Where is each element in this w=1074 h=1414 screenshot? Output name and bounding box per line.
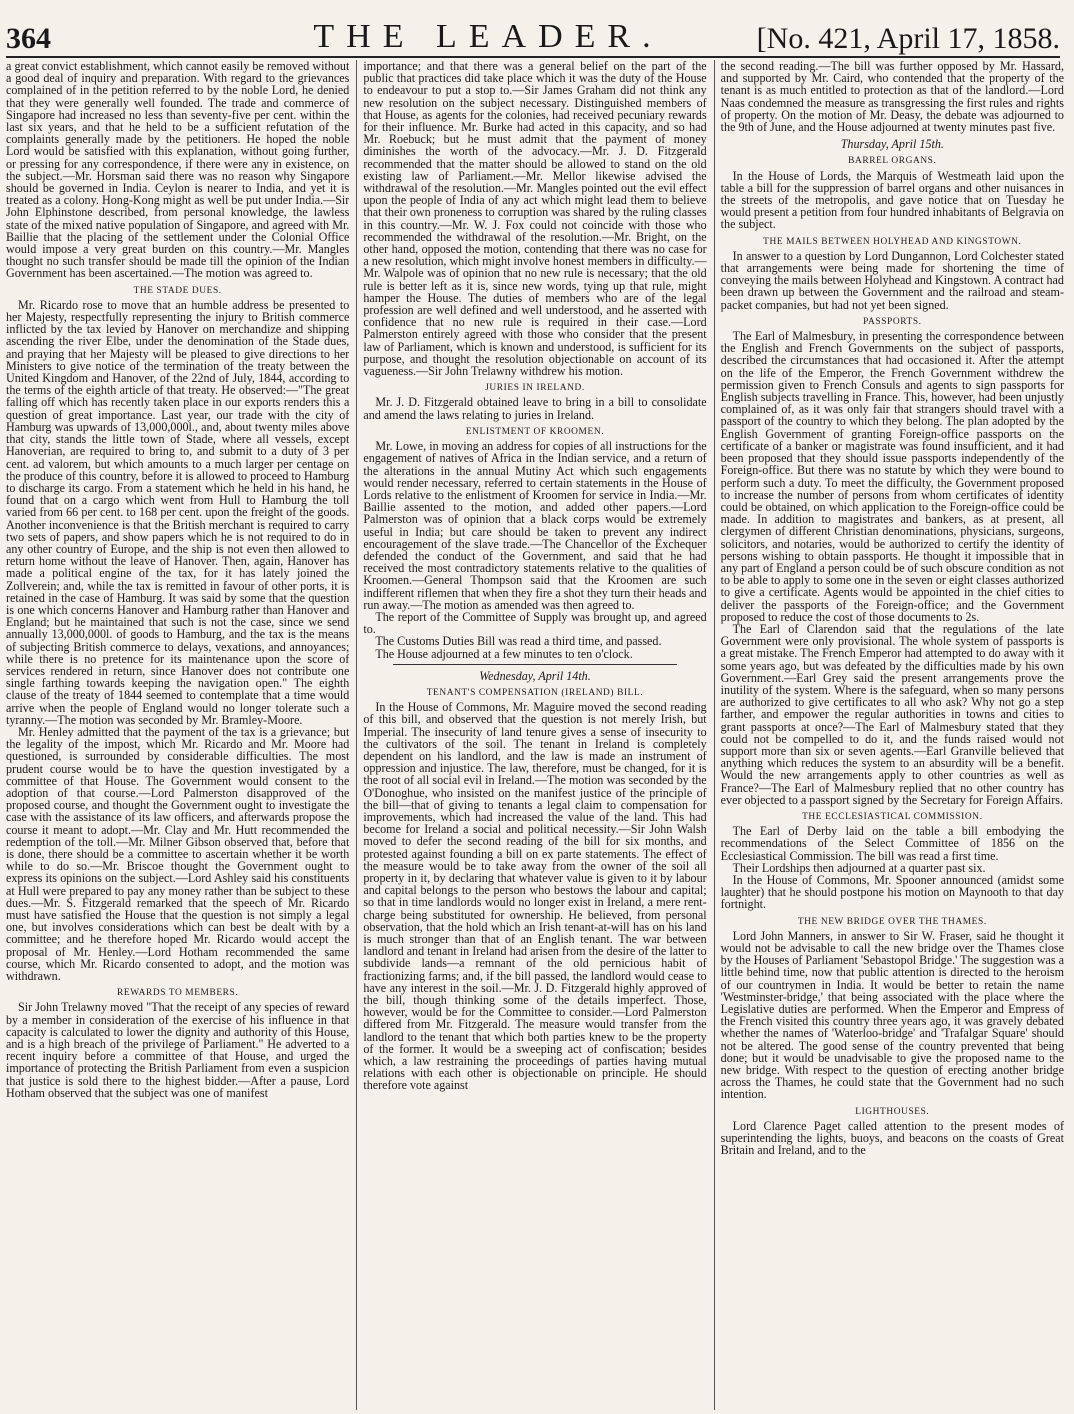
paragraph: Mr. Lowe, in moving an address for copies of all instructions for the engagement of natives of Africa in the Indian service, and a return of the alterations in the annual Mutiny Act which such engagements would render necessary, referred to certain statements in the House of Lords relative to the enlistment of Kroomen for service in India.—Mr. Baillie assented to the motion, and added other papers.—Lord Palmerston was of opinion that a black corps would be extremely useful in India; but care should be taken to prevent any indirect encouragement of the slave trade.—The Chancellor of the Exchequer defended the conduct of the Government, and said that he had received the most contradictory statements relative to the qualities of Kroomen.—General Thompson said that the Kroomen are such indifferent riflemen that when they fire a shot they turn their heads and run away.—The motion as amended was then agreed to. [363, 439, 707, 612]
paragraph: Mr. Ricardo rose to move that an humble address be presented to her Majesty, respectfully representing the injury to British commerce inflicted by the tax levied by Hanover on merchandize and shipping ascending the river Elbe, under the denomination of the Stade dues, and praying that her Majesty will be pleased to give directions to her Ministers to give notice of the termination of the treaty between the United Kingdom and Hanover, of the 22nd of July, 1844, according to the terms of the eighth article of that treaty. He observed:—"The great falling off which has recently taken place in our exports renders this a question of great importance. Last year, our trade with the city of Hamburg was upwards of 13,000,000l., and, about twenty miles above that city, stands the little town of Stade, where all vessels, except Hanoverian, are required to bring to, and submit to a duty of 3 per cent. ad valorem, but which amounts to a much larger per centage on the produce of this country, before it is allowed to proceed to Hamburg to discharge its cargo. From a statement which he held in his hand, he found that on a cargo which went from Hull to Hamburg the toll varied from 66 per cent. to 168 per cent. upon the freight of the goods. Another inconvenience is that the British merchant is required to carry two sets of papers, and show papers which he is not required to do in any other country of Europe, and the ship is not even then allowed to return home without the leave of Hanover. Then, again, Hanover has made a political engine of the tax, for it has lately joined the Zollverein; and, while the tax is remitted in favour of other ports, it is retained in the case of Hamburg. It was said by some that the question is one which concerns Hanover and Hamburg rather than Hanover and England; but he maintained that such is not the case, since we send annually 13,000,000l. of goods to Hamburg, and the tax is the means of subjecting British commerce to delays, vexations, and annoyances; while there is no pretence for its maintenance upon the score of services rendered in return, since Hanover does not contribute one single farthing towards keeping the navigation open." The eighth clause of the treaty of 1844 seemed to contemplate that a time would arrive when the people of England would no longer tolerate such a tyranny.—The motion was seconded by Mr. Bramley-Moore. [6, 297, 350, 727]
paragraph: The House adjourned at a few minutes to ten o'clock. [375, 646, 633, 661]
section-heading: THE NEW BRIDGE OVER THE THAMES. [797, 916, 987, 927]
masthead [6, 8, 1060, 58]
section-heading: ENLISTMENT OF KROOMEN. [465, 426, 605, 437]
section-heading: THE ECCLESIASTICAL COMMISSION. [802, 811, 983, 822]
paragraph: In the House of Lords, the Marquis of Westmeath laid upon the table a bill for the suppression of barrel organs and other nuisances in the streets of the metropolis, and gave notice that on Tuesday he would present a petition from four hundred inhabitants of Belgravia on the subject. [720, 168, 1064, 232]
date-heading: Thursday, April 15th. [840, 137, 944, 152]
paragraph: Sir John Trelawny moved "That the receipt of any species of reward by a member in consideration of the exercise of his influence in that capacity is calculated to lower the dignity and authority of this House, and is a high breach of the privilege of Parliament." He adverted to a recent inquiry before a committee of that House, and urged the importance of protecting the British Parliament from even a suspicion that justice is sold there to the highest bidder.—After a pause, Lord Hotham observed that the subject was one of manifest [6, 1000, 350, 1100]
section-heading: THE MAILS BETWEEN HOLYHEAD AND KINGSTOWN. [763, 236, 1022, 247]
paragraph: The Earl of Derby laid on the table a bill embodying the recommendations of the Select Committee of 1856 on the Ecclesiastical Commission. The bill was read a first time. [720, 824, 1064, 863]
paragraph: Their Lordships then adjourned at a quarter past six. [732, 860, 986, 875]
paragraph: The report of the Committee of Supply was brought up, and agreed to. [363, 609, 707, 637]
article-columns [6, 60, 1064, 1410]
column-3 [714, 60, 1064, 1410]
paragraph: Lord Clarence Paget called attention to the present modes of superintending the lights, buoys, and beacons on the coasts of Great Britain and Ireland, and to the [720, 1118, 1064, 1158]
paragraph: Mr. J. D. Fitzgerald obtained leave to bring in a bill to consolidate and amend the laws relating to juries in Ireland. [363, 395, 707, 422]
column-2 [356, 60, 706, 1410]
section-heading: TENANT'S COMPENSATION (IRELAND) BILL. [426, 687, 644, 698]
paragraph: The Earl of Clarendon said that the regulations of the late Government were only provisional. The whole system of passports is a great mistake. The French Emperor had attempted to do away with it some years ago, but was defeated by the difficulties made by his own Government.—Earl Grey said the present arrangements prove the inutility of the system. Where is the safeguard, when so many persons are authorized to give certificates to all who ask? Why not go a step farther, and empower the regular authorities in towns and cities to grant passports at once?—The Earl of Malmesbury stated that they could not be compelled to do it, and the funds raised would not support more than six or seven agents.—Earl Granville believed that anything which reduces the system to an absurdity will be a benefit. Would the new arrangements apply to other countries as well as France?—The Earl of Malmesbury replied that no other country has ever objected to a passport signed by the Secretary for Foreign Affairs. [720, 621, 1064, 807]
paragraph: In the House of Commons, Mr. Spooner announced (amidst some laughter) that he should postpone his motion on Maynooth to that day fortnight. [720, 873, 1064, 912]
issue-dateline: [No. 421, April 17, 1858. [756, 22, 1060, 55]
page-number: 364 [6, 22, 51, 55]
paragraph: The Customs Duties Bill was read a third time, and passed. [375, 634, 662, 649]
section-heading: PASSPORTS. [863, 316, 922, 327]
section-heading: LIGHTHOUSES. [855, 1106, 930, 1117]
paragraph: importance; and that there was a general belief on the part of the public that practices did take place which it was the duty of the House to endeavour to put a stop to.—Sir James Graham did not think any new resolution on the subject necessary. Distinguished members of that House, as agents for the colonies, had received pecuniary rewards for their influence. Mr. Burke had acted in this capacity, and so had Mr. Roebuck; but he must admit that the payment of money diminishes the worth of the advocacy.—Mr. J. D. Fitzgerald recommended that the matter should be allowed to stand on the old existing law of Parliament.—Mr. Mellor likewise advised the withdrawal of the resolution.—Mr. Mangles pointed out the evil effect upon the people of India of any act which might lead them to believe that their own proneness to corruption was shared by the ruling classes in this country.—Mr. W. J. Fox could not coincide with those who recommended the withdrawal of the resolution.—Mr. Bright, on the other hand, opposed the motion, contending that there was no case for a new resolution, which might involve honest members in difficulty.—Mr. Walpole was of opinion that no new rule is necessary; that the old rule is better left as it is, since new words, tying up that rule, might hamper the House. The duties of members who are of the legal profession are well defined and well understood, and he asserted with confidence that no new rule is required in their case.—Lord Palmerston entirely agreed with those who consider that the present law of Parliament, which is known and understood, is sufficient for its purpose, and thought the resolution objectionable on account of its vagueness.—Sir John Trelawny withdrew his motion. [363, 60, 707, 379]
paragraph: In the House of Commons, Mr. Maguire moved the second reading of this bill, and observed that the question is not merely Irish, but Imperial. The insecurity of land tenure gives a sense of insecurity to the cultivators of the soil. The tenant in Ireland is completely dependent on his landlord, and the law is made an instrument of oppression and injustice. The law, therefore, must be changed, for it is the root of all social evil in Ireland.—The motion was seconded by the O'Donoghue, who insisted on the manifest justice of the principle of the bill—that of giving to tenants a legal claim to compensation for improvements, which had increased the value of the land. This had become for Ireland a social and political necessity.—Sir John Walsh moved to defer the second reading of the bill for six months, and protested against founding a bill on ex parte statements. The effect of the measure would be to take away from the owner of the soil all property in it, by declaring that whatever value is given to it by labour and capital belongs to the person who bestows the labour and capital; so that in time landlords would no longer exist in Ireland, a mere rent-charge being substituted for ownership. He believed, from personal observation, that the hold which an Irish tenant-at-will has on his land is much stronger than that of an English tenant. The war between landlord and tenant in Ireland had arisen from the desire of the latter to subdivide lands—a remnant of the old pernicious habit of fractionizing farms; and, if the bill passed, the landlord would cease to have any interest in the soil.—Mr. J. D. Fitzgerald highly approved of the bill, though thinking some of the details imperfect. Those, however, would be for the Committee to consider.—Lord Palmerston differed from Mr. Fitzgerald. The measure would transfer from the landlord to the tenant that which both parties knew to be the property of the former. It would be a sweeping act of confiscation; besides which, a law restraining the proceedings of parties having mutual relations with each other is objectionable on principle. He should therefore vote against [363, 700, 707, 1093]
paragraph: Lord John Manners, in answer to Sir W. Fraser, said he thought it would not be advisable to call the new bridge over the Thames close by the Houses of Parliament 'Sebastopol Bridge.' The suggestion was a little behind time, now that public attention is directed to the heroism of our countrymen in India. It would be better to retain the name 'Westminster-bridge,' that being associated with the place where the Legislative duties are performed. When the Emperor and Empress of the French visited this country three years ago, it was gravely debated whether the names of 'Waterloo-bridge' and 'Trafalgar Square' should not be altered. The good sense of the country prevented that being done; but it would be unadvisable to give the proposed name to the new bridge. With respect to the question of erecting another bridge across the Thames, he could state that the Government had no such intention. [720, 928, 1064, 1102]
paragraph: the second reading.—The bill was further opposed by Mr. Hassard, and supported by Mr. Caird, who contended that the property of the tenant is as much entitled to protection as that of the landlord.—Lord Naas condemned the measure as transgressing the first rules and rights of property. On the motion of Mr. Deasy, the debate was adjourned to the 9th of June, and the House adjourned at twenty minutes past five. [720, 60, 1064, 135]
paragraph: Mr. Henley admitted that the payment of the tax is a grievance; but the legality of the impost, which Mr. Ricardo and Mr. Moore had questioned, is surrounded by considerable difficulties. The most prudent course would be to have the question investigated by a committee of that House. The Government would consent to the adoption of that course.—Lord Palmerston disapproved of the proposed course, and thought the Government ought to investigate the case with the assistance of its law officers, and afterwards propose the course it meant to adopt.—Mr. Clay and Mr. Hutt recommended the redemption of the toll.—Mr. Milner Gibson observed that, before that is done, there should be a committee to ascertain whether it be worth while to do so.—Mr. Briscoe thought the Government ought to express its opinions on the subject.—Lord Ashley said his constituents at Hull were prepared to pay any money rather than be subject to these dues.—Mr. S. Fitzgerald remarked that the speech of Mr. Ricardo must have satisfied the House that the question is not simply a legal one, but involves considerations which can best be dealt with by a committee; and he therefore hoped Mr. Ricardo would accept the proposal of Mr. Henley.—Lord Hotham recommended the same course, which Mr. Ricardo consented to adopt, and the motion was withdrawn. [6, 724, 350, 984]
section-heading: JURIES IN IRELAND. [485, 383, 585, 394]
paragraph: The Earl of Malmesbury, in presenting the correspondence between the English and French Governments on the subject of passports, described the circumstances that had occasioned it. After the attempt on the life of the Emperor, the French Government withdrew the permission given to French Consuls and agents to sign passports for English subjects travelling in France. This, however, had been unjustly complained of, as it was only fair that strangers should travel with a passport of the country to which they belong. The plan adopted by the English Government of granting Foreign-office passports on the certificate of a banker or magistrate was found insufficient, and it had been proposed that they should issue passports independently of the Foreign-office. But there was no statute by which they were bound to perform such a duty. To meet the difficulty, the Government proposed to increase the number of persons from whom certificates of identity could be obtained, on which application to the Foreign-office could be made. In addition to magistrates and bankers, as at present, all clergymen of different Christian denominations, physicians, surgeons, solicitors, and notaries, would be authorized to certify the identity of persons wishing to obtain passports. He thought it impossible that in any part of England a person could be of such obscure condition as not to be able to apply to some one in the seven or eight classes authorized to give a certificate. Agents would be appointed in the chief cities to deliver the passports of the Foreign-office; and the Government proposed to reduce the cost of those documents to 2s. [720, 329, 1064, 624]
paper-title: THE LEADER. [313, 18, 663, 55]
date-heading: Wednesday, April 14th. [479, 668, 591, 683]
section-heading: THE STADE DUES. [133, 285, 222, 296]
section-heading: REWARDS TO MEMBERS. [117, 988, 239, 999]
section-divider [393, 664, 676, 665]
paragraph: a great convict establishment, which cannot easily be removed without a good deal of inquiry and preparation. With regard to the grievances complained of in the petition referred to by the noble Lord, he denied that they were generally well founded. The trade and commerce of Singapore had increased no less than seventy-five per cent. within the last six years, and that he held to be a sufficient refutation of the complaints generally made by the petitioners. He hoped the noble Lord would be satisfied with this explanation, without going further, or pressing for any correspondence, if there were any in existence, on the subject.—Mr. Horsman said there was no reason why Singapore should be governed in India. Ceylon is nearer to India, and yet it is treated as a colony. Hong-Kong might as well be put under India.—Sir John Elphinstone described, from personal knowledge, the lawless state of the mixed native population of Singapore, and agreed with Mr. Baillie that the placing of the settlement under the Colonial Office would impose a very great burden on this country.—Mr. Mangles thought no such transfer should be made till the opinion of the Indian Government has been ascertained.—The motion was agreed to. [6, 60, 350, 281]
paragraph: In answer to a question by Lord Dungannon, Lord Colchester stated that arrangements were being made for shortening the time of conveying the mails between Holyhead and Kingstown. A contract had been drawn up between the Government and the railroad and steam-packet companies, but had not yet been signed. [720, 248, 1064, 312]
section-heading: BARREL ORGANS. [848, 156, 937, 167]
column-1 [6, 60, 349, 1410]
